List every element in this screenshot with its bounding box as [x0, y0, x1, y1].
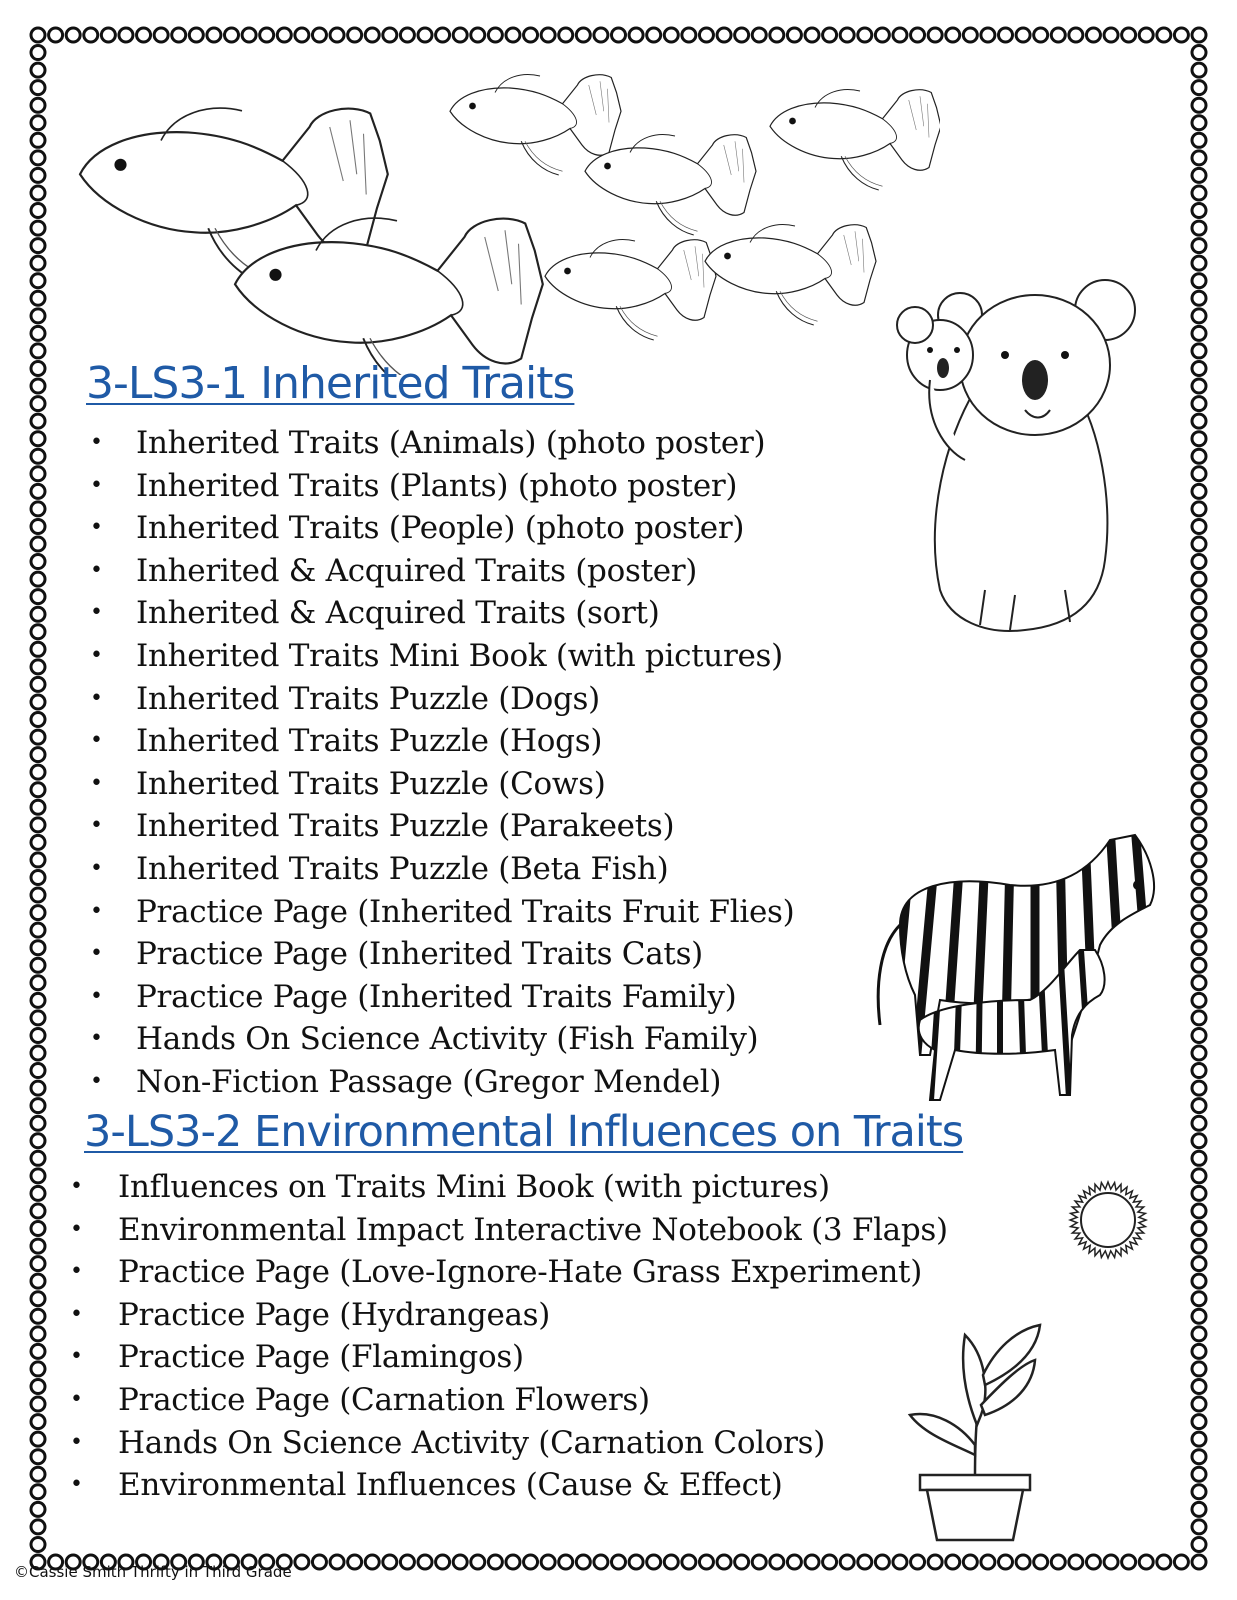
sun-icon — [1068, 1180, 1148, 1260]
bullet-marker: • — [90, 728, 103, 754]
list-item — [70, 1422, 948, 1465]
list-item-text: Inherited Traits (Animals) (photo poster) — [136, 425, 766, 461]
list-item — [90, 1018, 794, 1061]
list-item-text: Inherited & Acquired Traits (poster) — [136, 552, 698, 589]
bullet-marker: • — [90, 557, 103, 583]
zebra-with-foal-illustration — [860, 815, 1170, 1115]
bullet-marker: • — [90, 983, 103, 1009]
list-item — [90, 1061, 794, 1104]
bullet-marker: • — [90, 430, 103, 455]
bullet-marker: • — [70, 1301, 83, 1327]
bullet-marker: • — [70, 1386, 83, 1412]
bullet-marker: • — [90, 941, 103, 967]
list-item — [90, 805, 794, 848]
koala-with-baby-illustration — [885, 270, 1175, 650]
inherited-traits-list — [90, 422, 794, 1104]
list-item-text: Inherited Traits (People) (photo poster) — [136, 510, 745, 547]
list-item — [90, 720, 794, 763]
bullet-marker: • — [70, 1344, 83, 1370]
bullet-marker: • — [90, 685, 103, 711]
bullet-marker: • — [70, 1472, 83, 1498]
list-item-text: Inherited Traits Puzzle (Hogs) — [136, 723, 603, 760]
list-item — [90, 422, 794, 465]
list-item-text: Inherited Traits Puzzle (Cows) — [136, 765, 606, 802]
list-item-text: Hands On Science Activity (Fish Family) — [136, 1021, 759, 1058]
list-item — [90, 678, 794, 721]
list-item-text: Inherited Traits Puzzle (Dogs) — [136, 680, 600, 717]
bullet-marker: • — [90, 1026, 103, 1052]
copyright-footer: ©Cassie Smith Thrifty in Third Grade — [14, 1563, 292, 1581]
bullet-marker: • — [70, 1216, 83, 1242]
section-heading-environmental-influences: 3-LS3-2 Environmental Influences on Traits — [84, 1107, 964, 1157]
list-item-text: Inherited & Acquired Traits (sort) — [136, 595, 660, 632]
list-item-text: Inherited Traits Mini Book (with pictures) — [136, 637, 783, 674]
list-item-text: Environmental Influences (Cause & Effect) — [118, 1467, 783, 1504]
list-item — [70, 1251, 948, 1294]
list-item — [70, 1166, 948, 1209]
list-item-text: Practice Page (Carnation Flowers) — [118, 1381, 650, 1418]
bullet-marker: • — [70, 1259, 83, 1285]
list-item-text: Practice Page (Inherited Traits Fruit Flies) — [136, 893, 795, 930]
betta-fish-group-illustration — [70, 55, 940, 375]
bullet-marker: • — [90, 600, 103, 626]
list-item — [90, 891, 794, 934]
bullet-marker: • — [70, 1429, 83, 1455]
list-item — [70, 1294, 948, 1337]
list-item — [70, 1336, 948, 1379]
list-item-text: Influences on Traits Mini Book (with pictures) — [118, 1169, 830, 1205]
list-item-text: Hands On Science Activity (Carnation Colors) — [118, 1424, 826, 1461]
environmental-influences-list — [70, 1166, 948, 1507]
list-item — [90, 976, 794, 1019]
bullet-marker: • — [90, 855, 103, 881]
list-item — [90, 550, 794, 593]
list-item-text: Practice Page (Hydrangeas) — [118, 1296, 551, 1333]
list-item-text: Practice Page (Inherited Traits Family) — [136, 978, 737, 1015]
bullet-marker: • — [90, 642, 103, 668]
list-item — [90, 848, 794, 891]
list-item-text: Non-Fiction Passage (Gregor Mendel) — [136, 1063, 722, 1100]
list-item — [90, 635, 794, 678]
list-item — [90, 507, 794, 550]
list-item-text: Environmental Impact Interactive Notebook (3 Flaps) — [118, 1211, 948, 1248]
list-item — [90, 933, 794, 976]
bullet-marker: • — [90, 898, 103, 924]
bullet-marker: • — [90, 813, 103, 839]
bullet-marker: • — [90, 770, 103, 796]
list-item-text: Inherited Traits (Plants) (photo poster) — [136, 467, 738, 504]
list-item-text: Inherited Traits Puzzle (Parakeets) — [136, 808, 675, 845]
section-heading-inherited-traits: 3-LS3-1 Inherited Traits — [86, 358, 575, 409]
list-item-text: Practice Page (Love-Ignore-Hate Grass Experiment) — [118, 1254, 922, 1291]
list-item — [70, 1209, 948, 1252]
list-item-text: Practice Page (Inherited Traits Cats) — [136, 936, 703, 973]
list-item — [90, 592, 794, 635]
list-item — [70, 1379, 948, 1422]
list-item-text: Inherited Traits Puzzle (Beta Fish) — [136, 850, 669, 887]
list-item — [70, 1464, 948, 1507]
list-item — [90, 465, 794, 508]
bullet-marker: • — [90, 1068, 103, 1094]
bullet-marker: • — [90, 515, 103, 541]
bullet-marker: • — [70, 1174, 83, 1199]
list-item — [90, 763, 794, 806]
list-item-text: Practice Page (Flamingos) — [118, 1339, 524, 1376]
bullet-marker: • — [90, 472, 103, 498]
